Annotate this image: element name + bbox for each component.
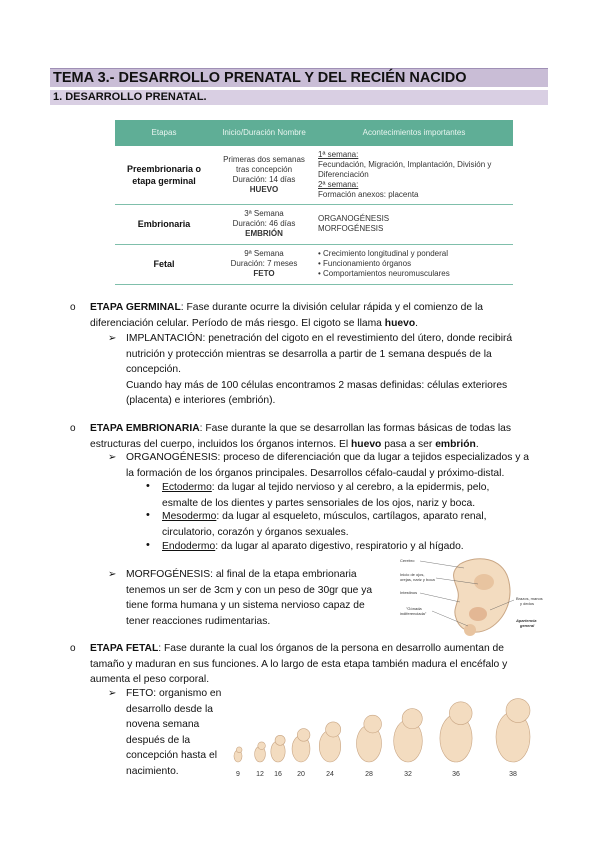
event-text: • Comportamientos neuromusculares bbox=[318, 269, 450, 278]
page-title: TEMA 3.- DESARROLLO PRENATAL Y DEL RECIÉN NACIDO bbox=[50, 68, 548, 87]
morfogenesis-line: tener reacciones rudimentarias. bbox=[126, 615, 271, 627]
bullet-circle-icon: o bbox=[70, 643, 76, 654]
week-label: 20 bbox=[297, 771, 305, 778]
implantacion-line: concepción. bbox=[126, 364, 181, 375]
bullet-circle-icon: o bbox=[70, 302, 76, 313]
table-cell-events bbox=[315, 244, 513, 284]
table-cell-stage: Embrionaria bbox=[115, 204, 213, 244]
morfogenesis-paragraph bbox=[126, 567, 398, 629]
implantacion-line: Cuando hay más de 100 células encontramos 2 masas definidas: células exteriores bbox=[126, 379, 508, 391]
arrow-bullet-icon: ➢ bbox=[108, 333, 117, 344]
fetus-head bbox=[402, 709, 422, 729]
fetus-head bbox=[506, 699, 530, 723]
ectodermo-text: : da lugar al tejido nervioso y al cerebro, a la epidermis, pelo, bbox=[211, 482, 490, 493]
fetus-figure bbox=[440, 702, 472, 762]
mesodermo-item bbox=[162, 509, 547, 540]
table-row bbox=[115, 244, 513, 284]
fetus-head bbox=[275, 735, 285, 745]
fetal-paragraph bbox=[90, 641, 550, 688]
organogenesis-line: la formación de los órganos principales. Desarrollos céfalo-caudal y próximo-distal. bbox=[126, 467, 505, 479]
week-label: 36 bbox=[452, 771, 460, 778]
mesodermo-text: circulatorio, corazón y órganos sexuales. bbox=[162, 526, 349, 538]
event-title: 2ª semana: bbox=[318, 179, 359, 189]
fetal-text: : Fase durante la cual los órganos de la persona en desarrollo aumentan de bbox=[158, 643, 505, 654]
table-row bbox=[115, 146, 513, 204]
table-header-events: Acontecimientos importantes bbox=[315, 120, 513, 146]
embrionaria-text: pasa a ser bbox=[384, 438, 433, 450]
fetal-text: aumenta el peso corporal. bbox=[90, 674, 210, 685]
implantacion-paragraph bbox=[126, 331, 556, 409]
table-cell-events bbox=[315, 204, 513, 244]
event-title: 1ª semana: bbox=[318, 149, 359, 159]
endodermo-label: Endodermo bbox=[162, 541, 216, 552]
arrow-bullet-icon: ➢ bbox=[108, 569, 117, 580]
week-label: 38 bbox=[509, 771, 517, 778]
diagram-label-inicio: orejas, nariz y boca bbox=[400, 577, 435, 582]
ectodermo-label: Ectodermo bbox=[162, 482, 212, 493]
table-cell-duration bbox=[213, 244, 315, 284]
arrow-bullet-icon: ➢ bbox=[108, 688, 117, 699]
diagram-label-intestinos: Intestinos bbox=[400, 590, 418, 595]
ectodermo-item bbox=[162, 480, 547, 511]
fetus-figure bbox=[255, 742, 266, 762]
organogenesis-paragraph bbox=[126, 450, 556, 481]
embryo-body bbox=[454, 559, 510, 632]
bullet-dot-icon: • bbox=[146, 480, 150, 492]
fetus-head bbox=[449, 702, 472, 725]
embrionaria-label: ETAPA EMBRIONARIA bbox=[90, 423, 200, 434]
duration-start: Primeras dos semanas tras concepción bbox=[223, 154, 305, 174]
table-cell-duration bbox=[213, 204, 315, 244]
implantacion-line: nutrición y protección mientras se desarrolla a partir de 1 semana después de la bbox=[126, 348, 492, 360]
fetus-head bbox=[297, 729, 310, 742]
fetus-figure bbox=[292, 729, 310, 762]
germinal-text: diferenciación celular. Período de más riesgo. El cigoto se llama bbox=[90, 317, 382, 329]
fetus-head bbox=[326, 722, 341, 737]
feto-line: concepción hasta el bbox=[126, 750, 218, 761]
embryo-diagram bbox=[398, 552, 550, 638]
stage-name: EMBRIÓN bbox=[245, 229, 283, 238]
diagram-label-inicio: Inicio de ojos, bbox=[400, 572, 425, 577]
bullet-circle-icon: o bbox=[70, 423, 76, 434]
duration-length: Duración: 14 días bbox=[232, 174, 296, 184]
table-header-duration: Inicio/Duración Nombre bbox=[213, 120, 315, 146]
morfogenesis-line: MORFOGÉNESIS: al final de la etapa embrionaria bbox=[126, 569, 357, 580]
diagram-label-gonada: "Gónada bbox=[406, 606, 422, 611]
morfogenesis-line: tiene forma humana y un sistema nervioso capaz de bbox=[126, 600, 365, 611]
event-text: ORGANOGÉNESIS bbox=[318, 214, 390, 223]
implantacion-line: IMPLANTACIÓN: penetración del cigoto en el revestimiento del útero, donde recibirá bbox=[126, 333, 513, 344]
diagram-label-cerebro: Cerebro bbox=[400, 558, 415, 563]
stages-table bbox=[115, 120, 513, 285]
bullet-dot-icon: • bbox=[146, 509, 150, 521]
germinal-text: : Fase durante ocurre la división celular rápida y el comienzo de la bbox=[180, 302, 483, 313]
feto-paragraph bbox=[126, 686, 236, 779]
feto-line: nacimiento. bbox=[126, 765, 179, 777]
table-cell-stage: Fetal bbox=[115, 244, 213, 284]
diagram-label-apariencia: Apariencia bbox=[516, 618, 537, 623]
arrow-bullet-icon: ➢ bbox=[108, 452, 117, 463]
feto-line: desarrollo desde la bbox=[126, 703, 214, 715]
implantacion-line: (placenta) e interiores (embrión). bbox=[126, 395, 276, 406]
table-cell-stage: Preembrionaria o etapa germinal bbox=[115, 146, 213, 204]
event-text: • Funcionamiento órganos bbox=[318, 259, 412, 268]
fetus-figure bbox=[496, 699, 530, 762]
duration-start: 3ª Semana bbox=[244, 209, 284, 218]
fetal-label: ETAPA FETAL bbox=[90, 643, 159, 654]
germinal-paragraph: ETAPA GERMINAL: Fase durante ocurre la división celular rápida y el comienzo de la diferenciación celular. Período de más riesgo. El cigoto se llama huevo. bbox=[90, 302, 483, 329]
fetus-head bbox=[258, 742, 266, 750]
fetal-text: tamaño y maduran en sus funciones. A lo largo de esta etapa también madura el encéfalo y bbox=[90, 658, 508, 670]
bullet-dot-icon: • bbox=[146, 539, 150, 551]
germinal-bold: huevo bbox=[384, 317, 416, 329]
feto-line: FETO: organismo en bbox=[126, 688, 222, 699]
feto-line: novena semana bbox=[126, 719, 200, 730]
table-cell-events bbox=[315, 146, 513, 204]
embryo-limb bbox=[469, 607, 487, 621]
fetal-growth-illustration bbox=[226, 688, 552, 780]
fetus-head bbox=[364, 715, 382, 733]
embrionaria-bold: huevo bbox=[351, 438, 382, 450]
event-text: Fecundación, Migración, Implantación, División y Diferenciación bbox=[318, 159, 492, 179]
diagram-label-brazos: y dedos bbox=[520, 601, 535, 606]
table-cell-duration bbox=[213, 146, 315, 204]
diagram-label-gonada: indiferenciada" bbox=[400, 611, 427, 616]
embryo-umbilical bbox=[464, 624, 476, 636]
stage-name: FETO bbox=[253, 269, 275, 278]
embrionaria-text: estructuras del cuerpo, incluidos los órganos internos. El bbox=[90, 438, 349, 450]
fetus-figure bbox=[271, 735, 285, 762]
fetus-figure bbox=[394, 709, 423, 762]
germinal-label: ETAPA GERMINAL bbox=[90, 302, 181, 313]
fetus-head bbox=[236, 747, 242, 753]
week-label: 28 bbox=[365, 771, 373, 778]
organogenesis-line: ORGANOGÉNESIS: proceso de diferenciación que da lugar a tejidos especializados y a bbox=[126, 452, 529, 463]
week-label: 32 bbox=[404, 771, 412, 778]
fetus-figure bbox=[234, 747, 242, 762]
mesodermo-label: Mesodermo bbox=[162, 511, 217, 522]
diagram-label-apariencia: general bbox=[520, 623, 535, 628]
duration-length: Duración: 7 meses bbox=[230, 259, 298, 268]
ectodermo-text: esmalte de los dientes y partes sensoriales de los ojos, nariz y boca. bbox=[162, 497, 476, 509]
week-label: 9 bbox=[236, 771, 240, 778]
embrionaria-text: : Fase durante la que se desarrollan las formas básicas de todas las bbox=[199, 423, 512, 434]
feto-line: después de la bbox=[126, 734, 191, 746]
mesodermo-text: : da lugar al esqueleto, músculos, cartílagos, aparato renal, bbox=[216, 511, 487, 522]
event-text: Formación anexos: placenta bbox=[318, 189, 419, 199]
fetus-figure bbox=[356, 715, 381, 762]
duration-start: 9ª Semana bbox=[244, 249, 284, 258]
week-label: 12 bbox=[256, 771, 264, 778]
week-label: 24 bbox=[326, 771, 334, 778]
embrionaria-bold: embrión bbox=[435, 438, 476, 450]
fetus-figure bbox=[319, 722, 340, 762]
table-header-stage: Etapas bbox=[115, 120, 213, 146]
section-subtitle: 1. DESARROLLO PRENATAL. bbox=[50, 90, 548, 105]
morfogenesis-line: tenemos un ser de 3cm y con un peso de 30gr que ya bbox=[126, 584, 373, 596]
table-header-row bbox=[115, 120, 513, 146]
embrionaria-paragraph: ETAPA EMBRIONARIA: Fase durante la que se desarrollan las formas básicas de todas las estructuras del cuerpo, incluidos los órganos internos. El huevo pasa a ser embrión. bbox=[90, 423, 512, 450]
event-text: • Crecimiento longitudinal y ponderal bbox=[318, 249, 448, 258]
table-row bbox=[115, 204, 513, 244]
event-text: MORFOGÉNESIS bbox=[318, 224, 384, 233]
duration-length: Duración: 46 días bbox=[232, 219, 296, 228]
stage-name: HUEVO bbox=[249, 184, 279, 194]
endodermo-text: : da lugar al aparato digestivo, respiratorio y al hígado. bbox=[215, 541, 464, 552]
diagram-label-brazos: Brazos, manos bbox=[516, 596, 543, 601]
week-label: 16 bbox=[274, 771, 282, 778]
embryo-head-detail bbox=[474, 574, 494, 590]
